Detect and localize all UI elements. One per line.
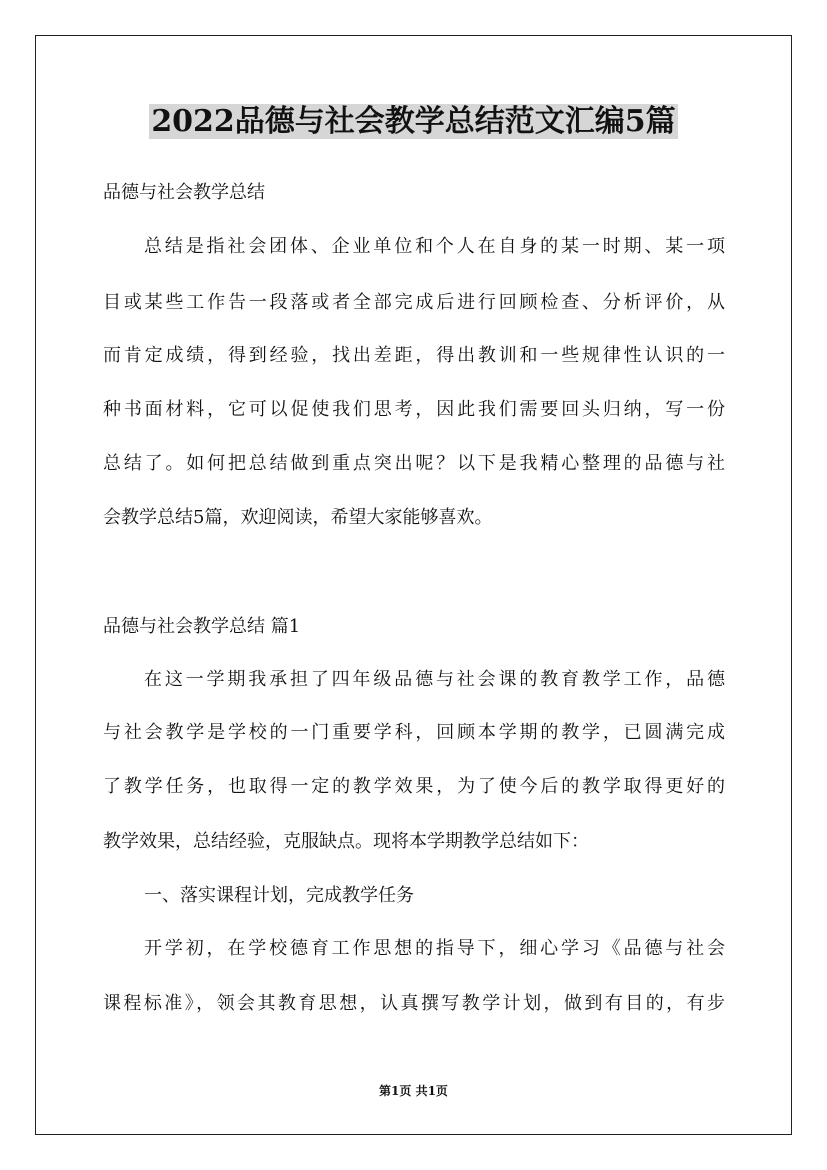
paragraph-line: 而肯定成绩，得到经验，找出差距，得出教训和一些规律性认识的一 <box>103 345 725 366</box>
paragraph-line: 与社会教学是学校的一门重要学科，回顾本学期的教学，已圆满完成 <box>103 722 725 743</box>
document-title-text: 2022品德与社会教学总结范文汇编5篇 <box>151 104 676 139</box>
paragraph-line: 总结了。如何把总结做到重点突出呢？以下是我精心整理的品德与社 <box>103 453 725 474</box>
paragraph-line: 了教学任务，也取得一定的教学效果，为了使今后的教学取得更好的 <box>103 776 725 797</box>
paragraph-line: 课程标准》，领会其教育思想，认真撰写教学计划，做到有目的，有步 <box>103 993 725 1014</box>
section-heading: 品德与社会教学总结 篇1 <box>103 616 301 637</box>
paragraph-line: 开学初，在学校德育工作思想的指导下，细心学习《品德与社会 <box>144 938 725 959</box>
document-title <box>0 102 827 142</box>
paragraph-line: 目或某些工作告一段落或者全部完成后进行回顾检查、分析评价，从 <box>103 292 725 313</box>
paragraph-line: 教学效果，总结经验，克服缺点。现将本学期教学总结如下： <box>103 831 589 852</box>
paragraph-line: 会教学总结5篇，欢迎阅读，希望大家能够喜欢。 <box>103 507 493 528</box>
section-heading: 品德与社会教学总结 <box>103 182 265 203</box>
subsection-heading: 一、落实课程计划，完成教学任务 <box>144 885 414 906</box>
page-footer: 第1页 共1页 <box>379 1084 448 1098</box>
paragraph-line: 总结是指社会团体、企业单位和个人在自身的某一时期、某一项 <box>144 236 725 257</box>
paragraph-line: 在这一学期我承担了四年级品德与社会课的教育教学工作，品德 <box>144 669 725 690</box>
paragraph-line: 种书面材料，它可以促使我们思考，因此我们需要回头归纳，写一份 <box>103 399 725 420</box>
